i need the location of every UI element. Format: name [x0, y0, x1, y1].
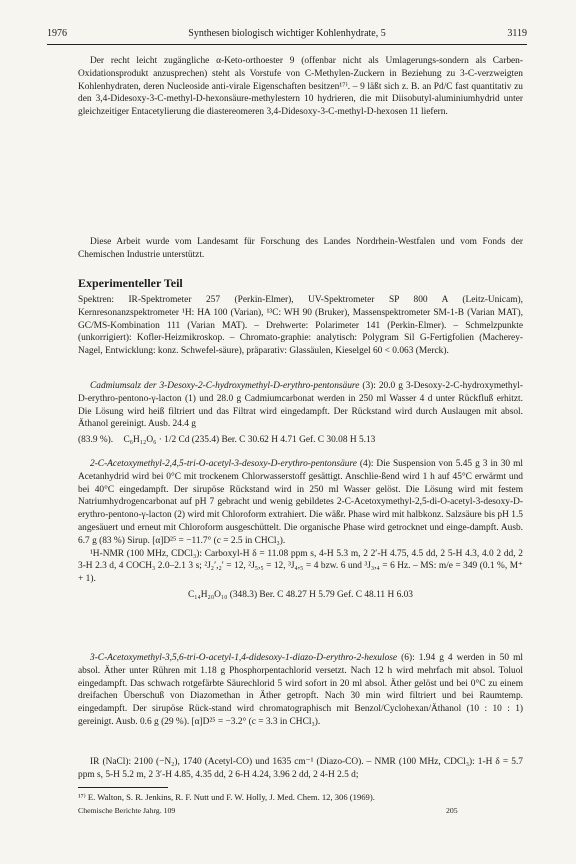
compound-6-body: (6): 1.94 g 4 werden in 50 ml absol. Äther unter Rühren mit 1.18 g Phosphorpentachlorid versetzt. Nach 12 h wird mehrfach mit absol. Toluol eingedampft. Das schwach rotgefärbte Säurechlorid 5 wird sofort in 20 ml absol. Äther gelöst und bei 0°C zu einem dreifachen Überschuß von Diazomethan in Äther getropft. Nach 30 min wird filtriert und bei Raumtemp. eingedampft. Der sirupöse Rück-stand wird chromatographisch mit Benzol/Cyclohexan/Äthanol (10 : 10 : 1) gereinigt. Ausb. 0.6 g (29 %). [α]D²⁵ = −3.2° (c = 3.3 in CHCl₃). — [78, 653, 523, 727]
header-page-number: 3119 — [507, 28, 527, 39]
compound-3-section — [78, 380, 523, 431]
compound-4-paragraph — [78, 458, 523, 548]
compound-4-body: (4): Die Suspension von 5.45 g 3 in 30 ml Acetanhydrid wird bei 0°C mit trockenem Chlorwasserstoff gesättigt. Anschlie-ßend wird 1 h auf 45°C erwärmt und bei 40°C eingedampft. Der sirupöse Rückstand wird in 250 ml Wasser gelöst. Die Lösung wird mit festem Natriumhydrogencarbonat auf pH 7 gebracht und wenig gebildetes 2-C-Acetoxymethyl-2,5-di-O-acetyl-3-desoxy-D-erythro-pentono-γ-lacton (2) wird mit Chloroform extrahiert. Die wäßr. Phase wird mit halbkonz. Salzsäure bis pH 1.5 angesäuert und erneut mit Chloroform ausgeschüttelt. Die organische Phase wird getrocknet und einge-dampft. Ausb. 6.7 g (83 %) Sirup. [α]D²⁵ = −11.7° (c = 2.5 in CHCl₃). — [78, 459, 523, 546]
compound-3-yield-line — [78, 434, 523, 447]
footer-journal: Chemische Berichte Jahrg. 109 — [78, 806, 176, 815]
compound-6-ir-section — [78, 756, 523, 782]
spectra-section — [78, 294, 523, 358]
compound-4-formula: C₁₄H₂₀O₁₀ (348.3) Ber. C 48.27 H 5.79 Gef. C 48.11 H 6.03 — [188, 589, 413, 600]
acknowledgement-text: Diese Arbeit wurde vom Landesamt für Forschung des Landes Nordrhein-Westfalen und vom Fonds der Chemischen Industrie unterstützt. — [78, 237, 523, 260]
compound-4-section — [78, 458, 523, 602]
footnote-17: ¹⁷⁾ E. Walton, S. R. Jenkins, R. F. Nutt und F. W. Holly, J. Med. Chem. 12, 306 (1969). — [78, 792, 375, 802]
compound-3-formula: C₆H₁₂O₆ · 1/2 Cd (235.4) Ber. C 30.62 H 4.71 Gef. C 30.08 H 5.13 — [123, 435, 376, 445]
footnote-rule — [78, 787, 168, 788]
compound-4-nmr: ¹H-NMR (100 MHz, CDCl₃): Carboxyl-H δ = 11.08 ppm s, 4-H 5.3 m, 2 2′-H 4.75, 4.5 dd, 2 5-H 4.3, 4.0 2 dd, 2 3-H 2.3 d, 4 COCH₃ 2.0–2.1 3 s; ²J₂′,₂′ = 12, ²J₅,₅ = 12, ³J₄,₅ = 4 bzw. 6 und ³J₃,₄ = 6 Hz. – MS: m/e = 349 (0.1 %, M⁺ + 1). — [78, 548, 523, 585]
compound-3-paragraph — [78, 380, 523, 431]
spectra-paragraph: Spektren: IR-Spektrometer 257 (Perkin-Elmer), UV-Spektrometer SP 800 A (Leitz-Unicam), Kernresonanzspektrometer ¹H: HA 100 (Varian), ¹³C: WH 90 (Bruker), Massenspektrometer SM-1-B (Varian MAT), GC/MS-Kombination 111 (Varian MAT). – Drehwerte: Polarimeter 141 (Perkin-Elmer). – Schmelzpunkte (unkorrigiert): Kofler-Heizmikroskop. – Chromato-graphie: analytisch: Polygram Sil G-Fertigfolien (Macherey-Nagel, Entwicklung: konz. Schwefel-säure), präparativ: Glassäulen, Kieselgel 60 < 0.063 (Merck). — [78, 295, 523, 357]
compound-3-yield: (83.9 %). — [78, 435, 114, 445]
compound-6-ir: IR (NaCl): 2100 (−N₂), 1740 (Acetyl-CO) und 1635 cm⁻¹ (Diazo-CO). – NMR (100 MHz, CDCl₃): 1-H δ = 5.7 ppm s, 5-H 5.2 m, 2 3′-H 4.85, 4.35 dd, 2 6-H 4.24, 3.96 2 dd, 2 4-H 2.5 d; — [78, 757, 523, 780]
compound-6-title: 3-C-Acetoxymethyl-3,5,6-tri-O-acetyl-1,4-didesoxy-1-diazo-D-erythro-2-hexulose — [90, 653, 398, 663]
compound-6-paragraph — [78, 652, 523, 729]
compound-3-body: (3): 20.0 g 3-Desoxy-2-C-hydroxymethyl-D-erythro-pentono-γ-lacton (1) und 28.0 g Cadmiumcarbonat werden in 250 ml Wasser 4 d unter Rückfluß erhitzt. Die Lösung wird heiß filtriert und das Filtrat wird eingedampft. Der Rückstand wird durch Auslaugen mit absol. Äthanol gereinigt. Ausb. 24.4 g — [78, 381, 523, 430]
intro-paragraph: Der recht leicht zugängliche α-Keto-orthoester 9 (offenbar nicht als Umlagerungs-sondern als Carben-Oxidationsprodukt anzusprechen) steht als Vorstufe von C-Methylen-Zuckern in Beziehung zu 3-C-verzweigten Kohlenhydraten, deren Nucleoside anti-virale Eigenschaften besitzen¹⁷⁾. – 9 läßt sich z. B. an Pd/C fast quantitativ zu den 3,4-Didesoxy-3-C-methyl-D-hexonsäure-methylestern 10 hydrieren, die mit Diisobutyl-aluminiumhydrid unter gleichzeitiger Entacetylierung die diastereomeren 3,4-Didesoxy-3-C-methyl-D-hexosen 11 liefern. — [78, 56, 523, 118]
header-rule — [47, 44, 527, 45]
running-header — [47, 28, 527, 42]
compound-3-title: Cadmiumsalz der 3-Desoxy-2-C-hydroxymethyl-D-erythro-pentonsäure — [90, 381, 360, 391]
footnote-section — [78, 792, 523, 803]
header-title: Synthesen biologisch wichtiger Kohlenhydrate, 5 — [188, 28, 386, 39]
compound-6-section — [78, 652, 523, 729]
footer-number: 205 — [446, 806, 458, 815]
acknowledgement-section — [78, 236, 523, 262]
section-heading: Experimenteller Teil — [78, 276, 183, 290]
header-year: 1976 — [47, 28, 67, 39]
compound-4-title: 2-C-Acetoxymethyl-2,4,5-tri-O-acetyl-3-desoxy-D-erythro-pentonsäure — [90, 459, 357, 469]
intro-section — [78, 55, 523, 119]
